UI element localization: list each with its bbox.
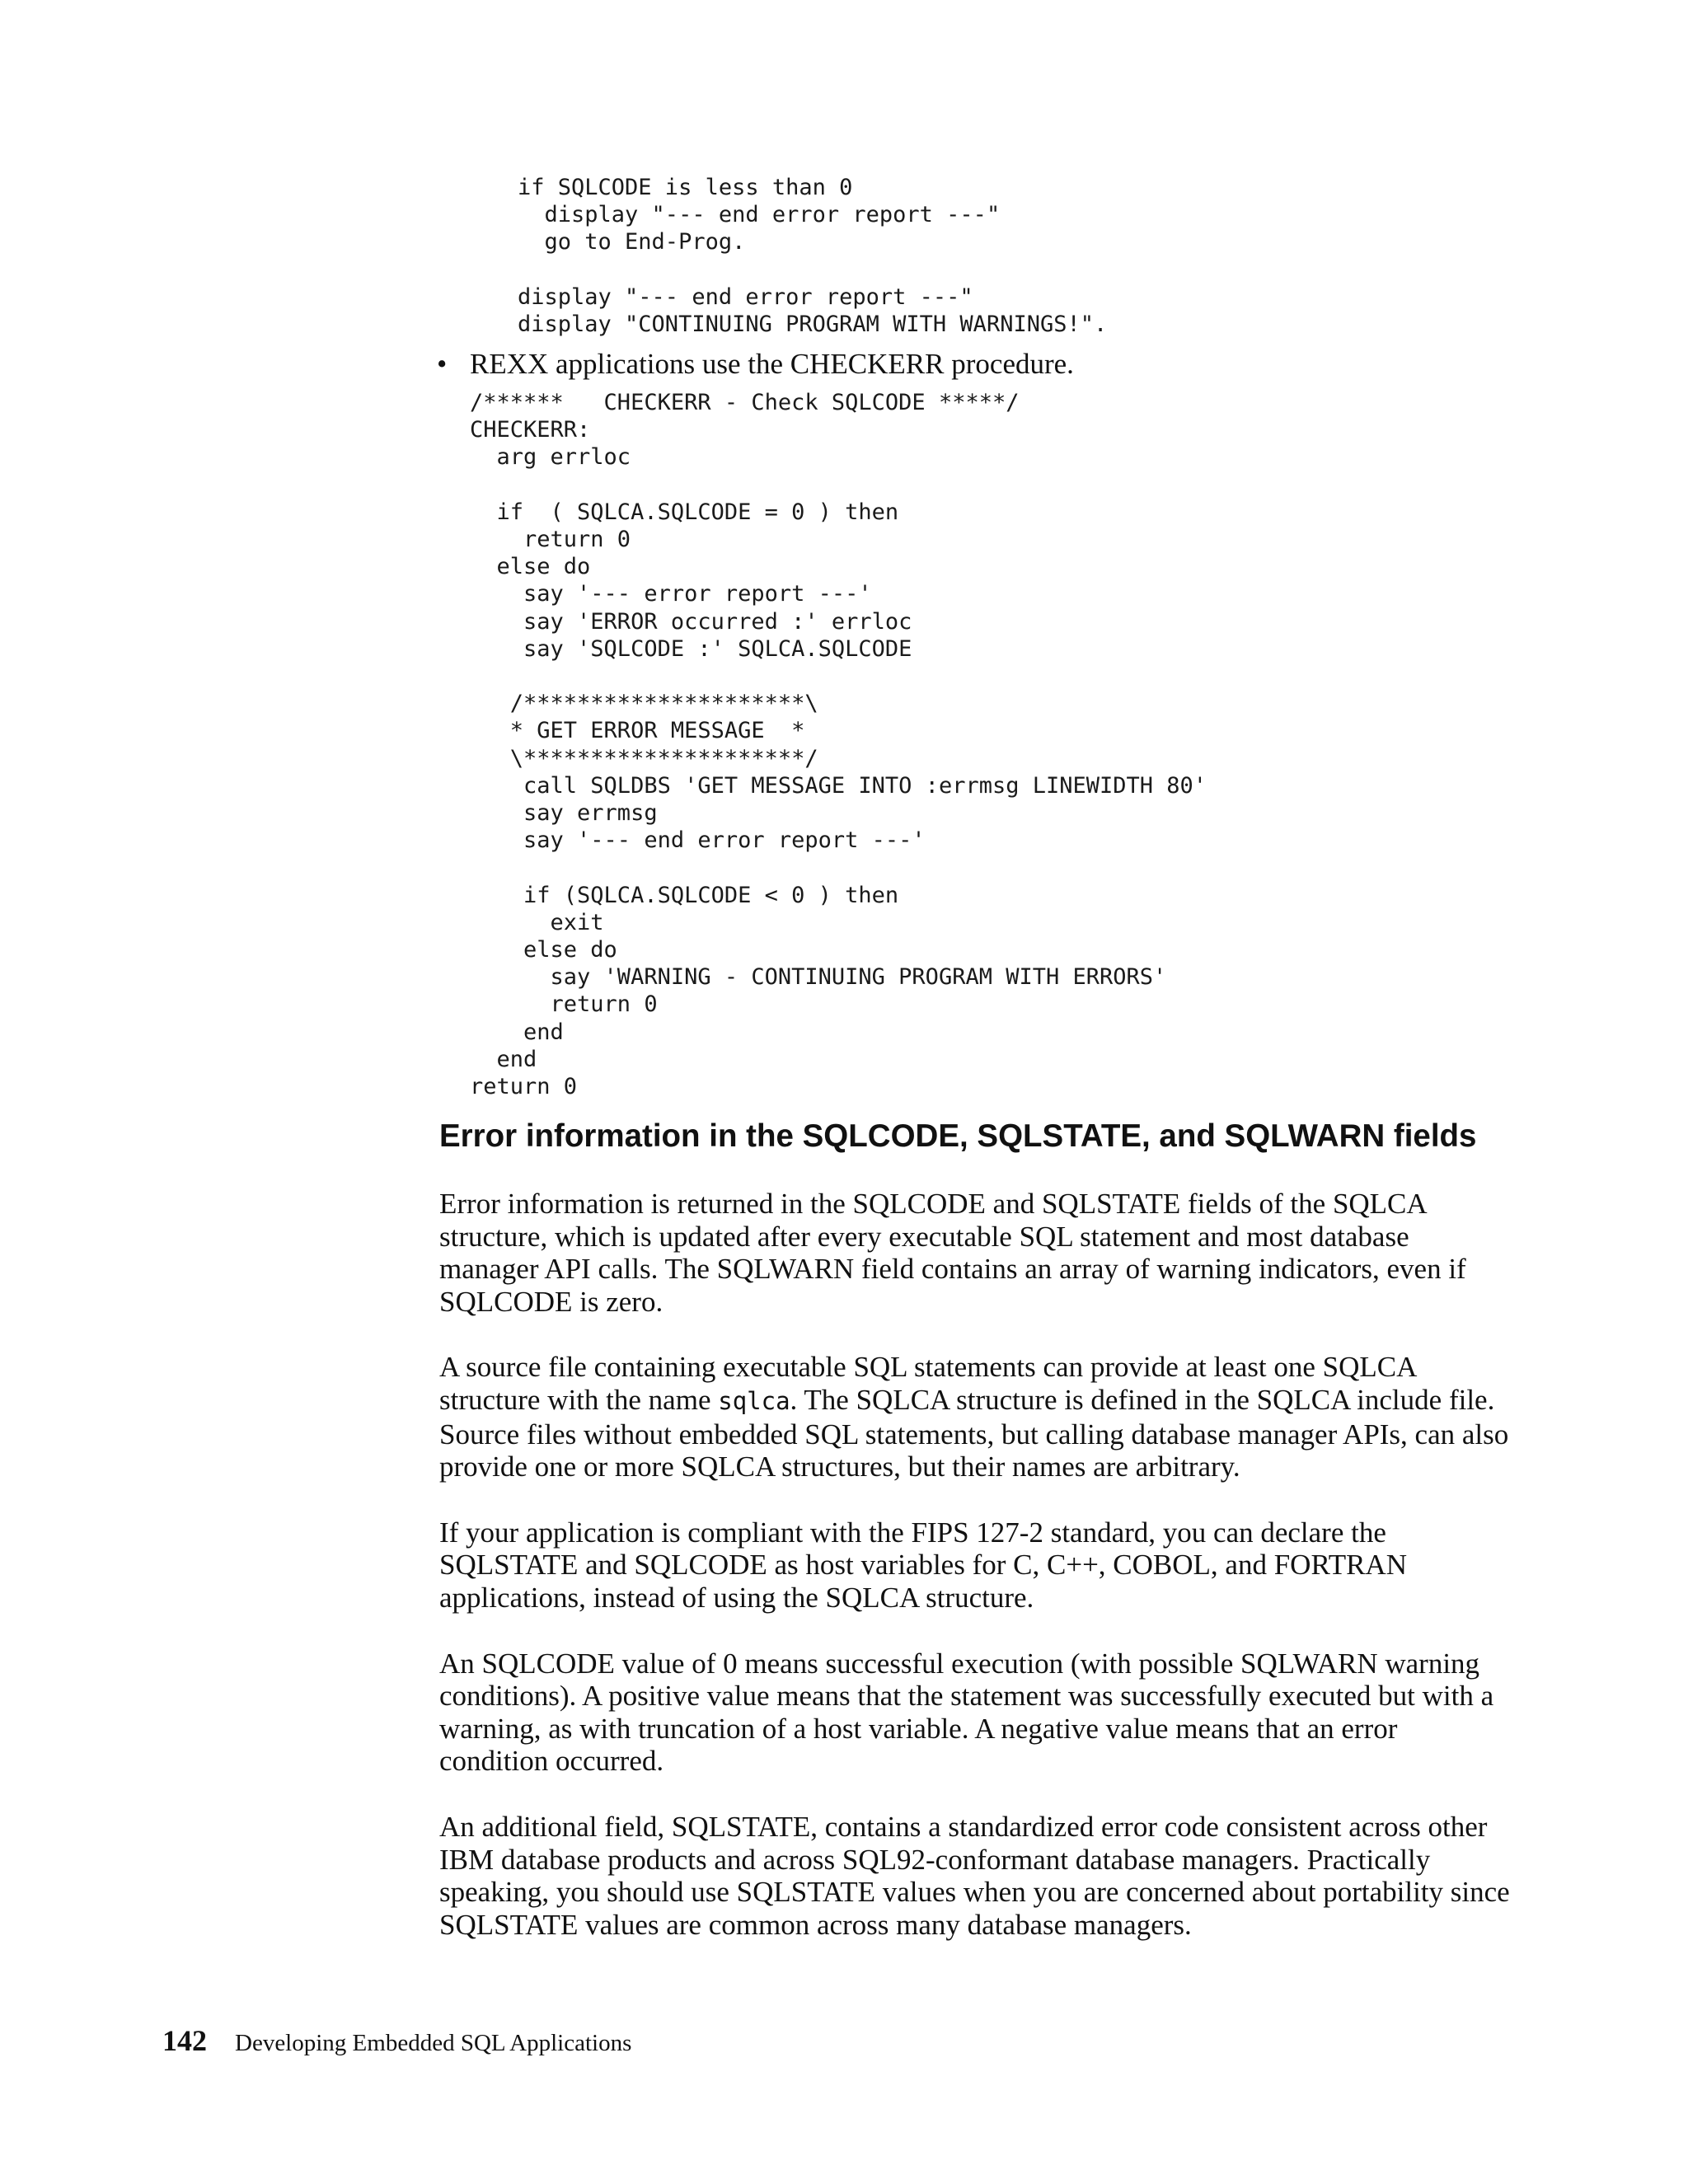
paragraph-text: . The SQLCA structure is defined in the SQLCA include file. Source files without embedded SQL statements, but calling database manager APIs, can also provide one or more SQLCA structures, but their names are arbitrary. (439, 1383, 1509, 1483)
page-footer (162, 2023, 631, 2058)
paragraph-sqlcode-overview: Error information is returned in the SQLCODE and SQLSTATE fields of the SQLCA structure, which is updated after every executable SQL statement and most database manager API calls. The SQLWARN field contains an array of warning indicators, even if SQLCODE is zero. (439, 1188, 1466, 1318)
section-heading: Error information in the SQLCODE, SQLSTATE, and SQLWARN fields (439, 1118, 1477, 1154)
bullet-item-rexx (437, 346, 1074, 382)
cobol-code-listing: if SQLCODE is less than 0 display "--- end error report ---" go to End-Prog. display "--- end error report ---" display "CONTINUING PROGRAM WITH WARNINGS!". (518, 175, 1108, 338)
page-number: 142 (162, 2024, 207, 2057)
bullet-text: REXX applications use the CHECKERR procedure. (470, 348, 1074, 380)
paragraph-text: A source file containing executable SQL statements can provide at least one SQLCA structure with the name (439, 1351, 1416, 1416)
book-title: Developing Embedded SQL Applications (235, 2030, 632, 2056)
inline-code-sqlca: sqlca (718, 1386, 790, 1415)
section-body (439, 1188, 1511, 1974)
paragraph-sqlstate: An additional field, SQLSTATE, contains a standardized error code consistent across other IBM database products and across SQL92-conformant database managers. Practically speaking, you should use SQLSTATE values when you are concerned about portability since SQLSTATE values are common across many database managers. (439, 1810, 1510, 1941)
paragraph-sqlcode-values: An SQLCODE value of 0 means successful execution (with possible SQLWARN warning conditions). A positive value means that the statement was successfully executed but with a warning, as with truncation of a host variable. A negative value means that an error condition occurred. (439, 1647, 1494, 1778)
paragraph-sqlca-structure (439, 1351, 1511, 1483)
bullet-icon: • (437, 348, 448, 380)
rexx-code-listing: /****** CHECKERR - Check SQLCODE *****/ CHECKERR: arg errloc if ( SQLCA.SQLCODE = 0 ) then return 0 else do say '--- error report ---' say 'ERROR occurred :' errloc say 'SQLCODE :' SQLCA.SQLCODE /*********************\ * GET ERROR MESSAGE * \*********************/ call SQLDBS 'GET MESSAGE INTO :errmsg LINEWIDTH 80' say errmsg say '--- end error report ---' if (SQLCA.SQLCODE < 0 ) then exit else do say 'WARNING - CONTINUING PROGRAM WITH ERRORS' return 0 end end return 0 (470, 390, 1207, 1100)
paragraph-fips-standard: If your application is compliant with the FIPS 127-2 standard, you can declare the SQLSTATE and SQLCODE as host variables for C, C++, COBOL, and FORTRAN applications, instead of using the SQLCA structure. (439, 1516, 1407, 1614)
